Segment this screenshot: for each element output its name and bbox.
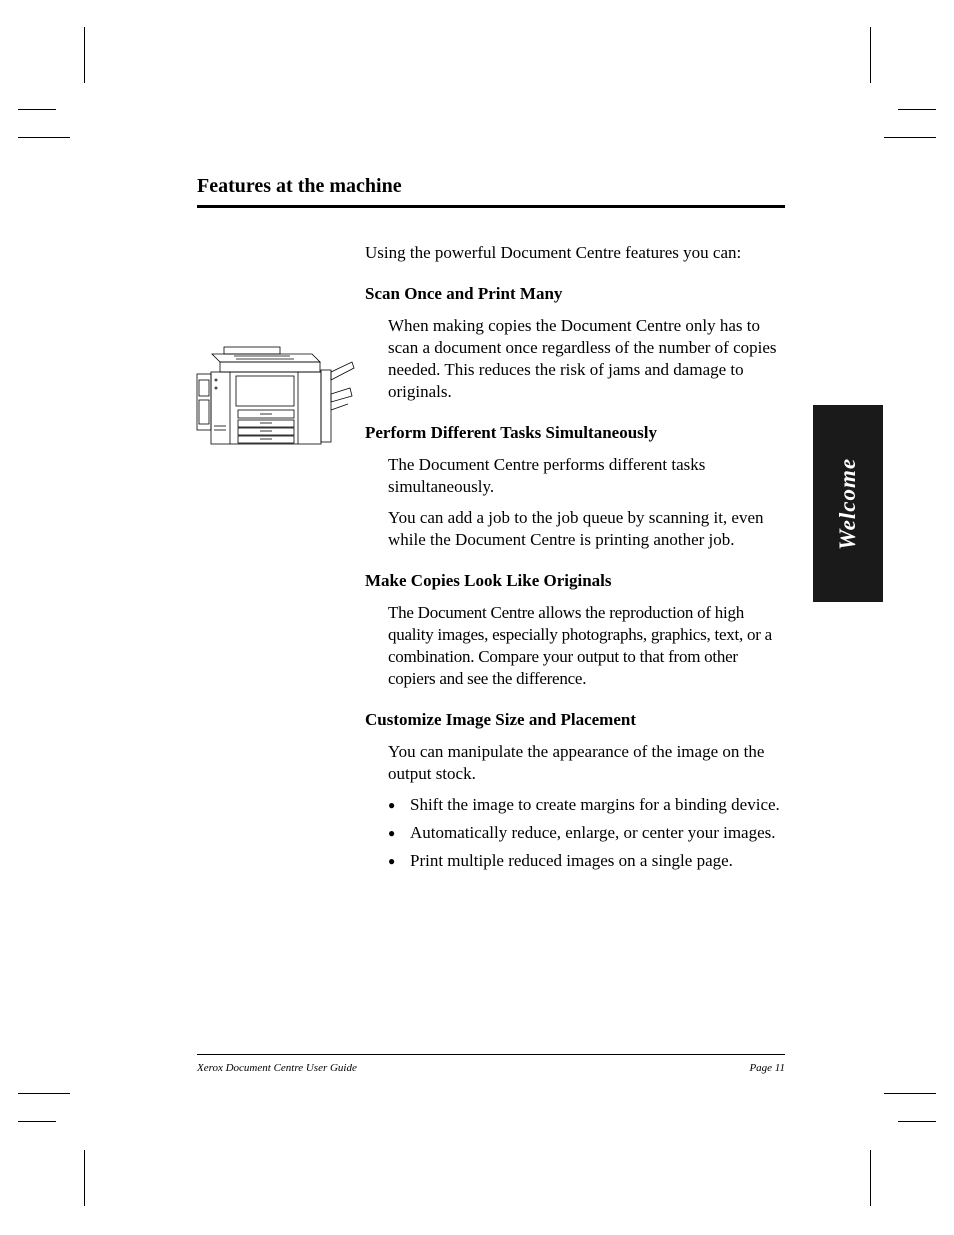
document-centre-machine-icon [194, 340, 356, 450]
section-heading: Make Copies Look Like Originals [365, 571, 612, 590]
intro-text: Using the powerful Document Centre features you can: [365, 243, 742, 262]
footer-page-number: Page 11 [749, 1062, 785, 1074]
section-image-size [365, 709, 785, 872]
chapter-tab-label: Welcome [835, 457, 860, 550]
crop-mark [870, 1150, 871, 1206]
section-paragraph: When making copies the Document Centre only has to scan a document once regardless of the number of copies needed. This reduces the risk of jams and damage to originals. [388, 316, 777, 401]
section-copies-originals [365, 570, 785, 690]
section-heading: Customize Image Size and Placement [365, 710, 637, 729]
crop-mark [18, 1121, 56, 1122]
section-paragraph: You can manipulate the appearance of the image on the output stock. [388, 742, 765, 783]
section-scan-once [365, 283, 785, 403]
crop-mark [18, 137, 70, 138]
crop-mark [884, 1093, 936, 1094]
bullet-list [365, 794, 785, 872]
crop-mark [884, 137, 936, 138]
section-heading: Perform Different Tasks Simultaneously [365, 423, 657, 442]
crop-mark [870, 27, 871, 83]
section-paragraph: The Document Centre allows the reproduction of high quality images, especially photographs, graphics, text, or a combination. Compare your output to that from other copiers and see the difference. [388, 603, 772, 688]
section-paragraph: The Document Centre performs different tasks simultaneously. [388, 455, 706, 496]
footer-rule [197, 1054, 785, 1055]
crop-mark [18, 109, 56, 110]
bullet-icon: ● [388, 798, 396, 812]
section-simultaneous [365, 422, 785, 551]
crop-mark [18, 1093, 70, 1094]
chapter-tab [813, 405, 883, 602]
bullet-icon: ● [388, 854, 396, 868]
list-item: ● Print multiple reduced images on a single page. [388, 851, 733, 870]
list-item: ● Shift the image to create margins for a binding device. [388, 795, 780, 814]
section-paragraph: You can add a job to the job queue by scanning it, even while the Document Centre is printing another job. [388, 508, 764, 549]
list-item: ● Automatically reduce, enlarge, or center your images. [388, 823, 776, 842]
title-rule [197, 205, 785, 208]
crop-mark [898, 109, 936, 110]
page-title: Features at the machine [197, 175, 402, 197]
crop-mark [898, 1121, 936, 1122]
crop-mark [84, 27, 85, 83]
main-content [365, 242, 785, 891]
bullet-icon: ● [388, 826, 396, 840]
footer-guide-title: Xerox Document Centre User Guide [197, 1062, 357, 1074]
section-heading: Scan Once and Print Many [365, 284, 563, 303]
crop-mark [84, 1150, 85, 1206]
